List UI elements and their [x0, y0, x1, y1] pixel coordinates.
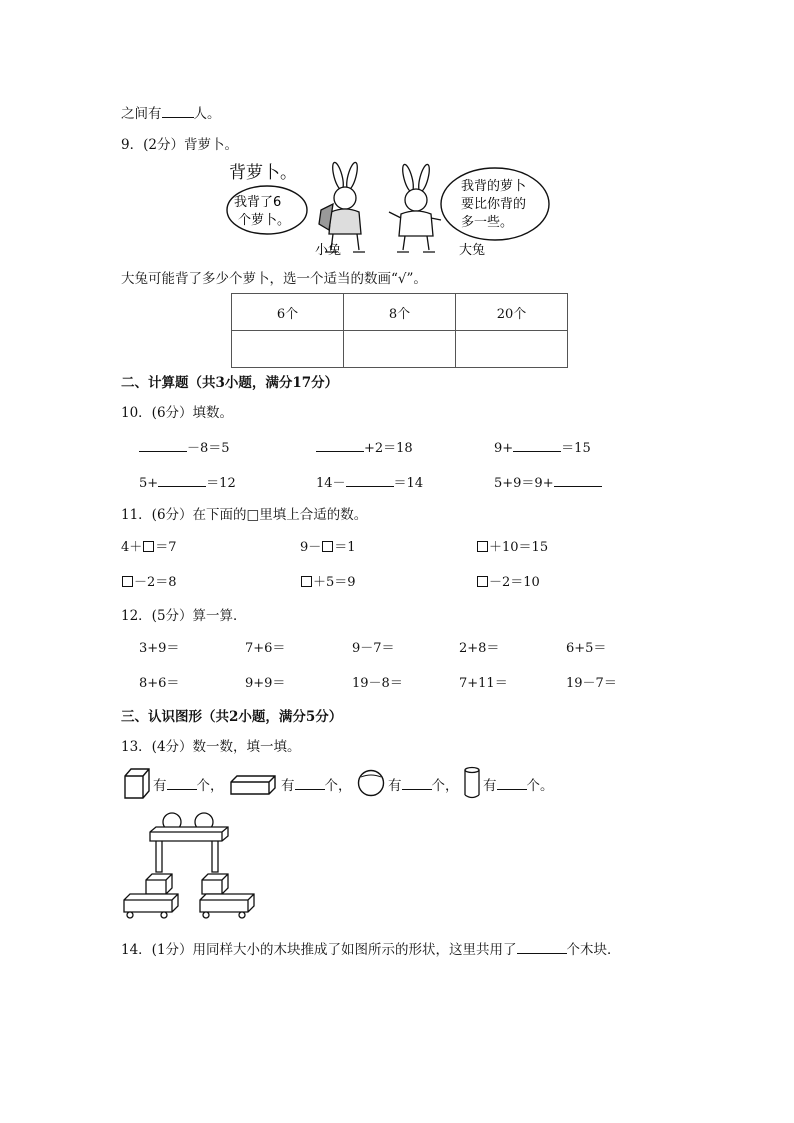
q11-eq-2: 9－ ＝1 — [300, 540, 356, 555]
blank-answer[interactable] — [554, 473, 602, 487]
q13-title: 13．(4分）数一数，填一填。 — [121, 739, 301, 755]
answer-box[interactable] — [301, 576, 312, 587]
q14-text: 14．(1分）用同样大小的木块推成了如图所示的形状，这里共用了 — [121, 942, 517, 958]
cylinder-icon — [463, 766, 481, 800]
q11-eq-1: 4＋ ＝7 — [121, 540, 177, 555]
carry-over-line — [121, 104, 221, 123]
q13-shapes-row — [121, 766, 581, 802]
q12-item: 7+11＝ — [459, 676, 508, 691]
blank-answer[interactable] — [158, 473, 206, 487]
q12-title: 12．(5分）算一算． — [121, 608, 247, 624]
big-bunny-speech-1: 我背的萝卜 — [461, 179, 527, 194]
unit-label: 个， — [324, 778, 352, 794]
blank-answer[interactable] — [162, 104, 194, 118]
q12-item: 19－7＝ — [566, 676, 617, 691]
answer-box[interactable] — [477, 576, 488, 587]
answer-box[interactable] — [477, 541, 488, 552]
option-6: 6个 — [232, 294, 344, 331]
section2-title: 二、计算题（共3小题，满分17分） — [121, 375, 339, 391]
block-structure-figure — [120, 810, 260, 922]
big-bunny-figure — [389, 163, 441, 252]
q9-title: 9．(2分）背萝卜。 — [121, 137, 238, 153]
q10-title: 10．(6分）填数。 — [121, 405, 234, 421]
has-label: 有 — [153, 778, 167, 794]
q12-item: 6+5＝ — [566, 641, 607, 656]
q11-eq-6: －2＝10 — [476, 574, 540, 592]
small-bunny-name: 小兔 — [315, 243, 342, 258]
q11-eq-5: ＋5＝9 — [300, 574, 356, 592]
blank-answer[interactable] — [497, 776, 527, 790]
q12-item: 2+8＝ — [459, 641, 500, 656]
cuboid-icon — [229, 774, 277, 796]
answer-box[interactable] — [143, 541, 154, 552]
q10-eq-6: 5+9＝9+ — [494, 473, 602, 493]
q12-item: 9+9＝ — [245, 676, 286, 691]
blank-answer[interactable] — [346, 473, 394, 487]
carry-over-text: 之间有 — [121, 106, 162, 122]
small-bunny-figure — [319, 161, 365, 252]
q10-eq-1: －8＝5 — [139, 438, 230, 458]
unit-label: 个， — [431, 778, 459, 794]
big-bunny-speech-3: 多一些。 — [461, 215, 514, 230]
q14-suffix: 个木块． — [566, 942, 621, 958]
big-bunny-name: 大兔 — [459, 243, 486, 258]
sphere-icon — [357, 768, 385, 798]
has-label: 有 — [483, 778, 497, 794]
q10-eq-5: 14－ ＝14 — [316, 473, 423, 493]
blank-answer[interactable] — [517, 940, 567, 954]
blank-answer[interactable] — [513, 438, 561, 452]
blank-answer[interactable] — [167, 776, 197, 790]
blank-answer[interactable] — [295, 776, 325, 790]
unit-label: 个， — [196, 778, 224, 794]
option-8: 8个 — [344, 294, 456, 331]
bunny-illustration — [225, 160, 555, 260]
answer-cell-6[interactable] — [232, 331, 344, 368]
q11-eq-3: ＋10＝15 — [476, 539, 548, 557]
small-bunny-speech-2: 个萝卜。 — [238, 213, 291, 228]
q11-title: 11．(6分）在下面的□里填上合适的数。 — [121, 507, 368, 523]
small-bunny-speech-1: 我背了6 — [234, 195, 282, 210]
q11-eq-4: －2＝8 — [121, 574, 177, 592]
q12-item: 8+6＝ — [139, 676, 180, 691]
section3-title: 三、认识图形（共2小题，满分5分） — [121, 709, 343, 725]
blank-answer[interactable] — [316, 438, 364, 452]
big-bunny-speech-2: 要比你背的 — [461, 197, 527, 212]
q12-item: 3+9＝ — [139, 641, 180, 656]
blank-answer[interactable] — [402, 776, 432, 790]
q12-item: 9－7＝ — [352, 641, 395, 656]
q14-line — [121, 940, 621, 959]
option-20: 20个 — [456, 294, 568, 331]
table-row — [232, 294, 568, 331]
has-label: 有 — [281, 778, 295, 794]
cube-icon — [123, 766, 151, 800]
answer-box[interactable] — [122, 576, 133, 587]
answer-box[interactable] — [322, 541, 333, 552]
answer-cell-20[interactable] — [456, 331, 568, 368]
q10-eq-3: 9+ ＝15 — [494, 438, 591, 458]
q12-item: 19－8＝ — [352, 676, 403, 691]
q10-eq-2: +2＝18 — [316, 438, 413, 458]
unit-label-end: 个。 — [526, 778, 554, 794]
q10-eq-4: 5+ ＝12 — [139, 473, 236, 493]
q9-options-table — [231, 293, 568, 368]
table-row — [232, 331, 568, 368]
q9-question: 大兔可能背了多少个萝卜，选一个适当的数画“√”。 — [121, 271, 427, 287]
has-label: 有 — [388, 778, 402, 794]
pic-title: 背萝卜。 — [229, 163, 297, 183]
carry-over-suffix: 人。 — [193, 106, 221, 122]
answer-cell-8[interactable] — [344, 331, 456, 368]
q12-item: 7+6＝ — [245, 641, 286, 656]
blank-answer[interactable] — [139, 438, 187, 452]
